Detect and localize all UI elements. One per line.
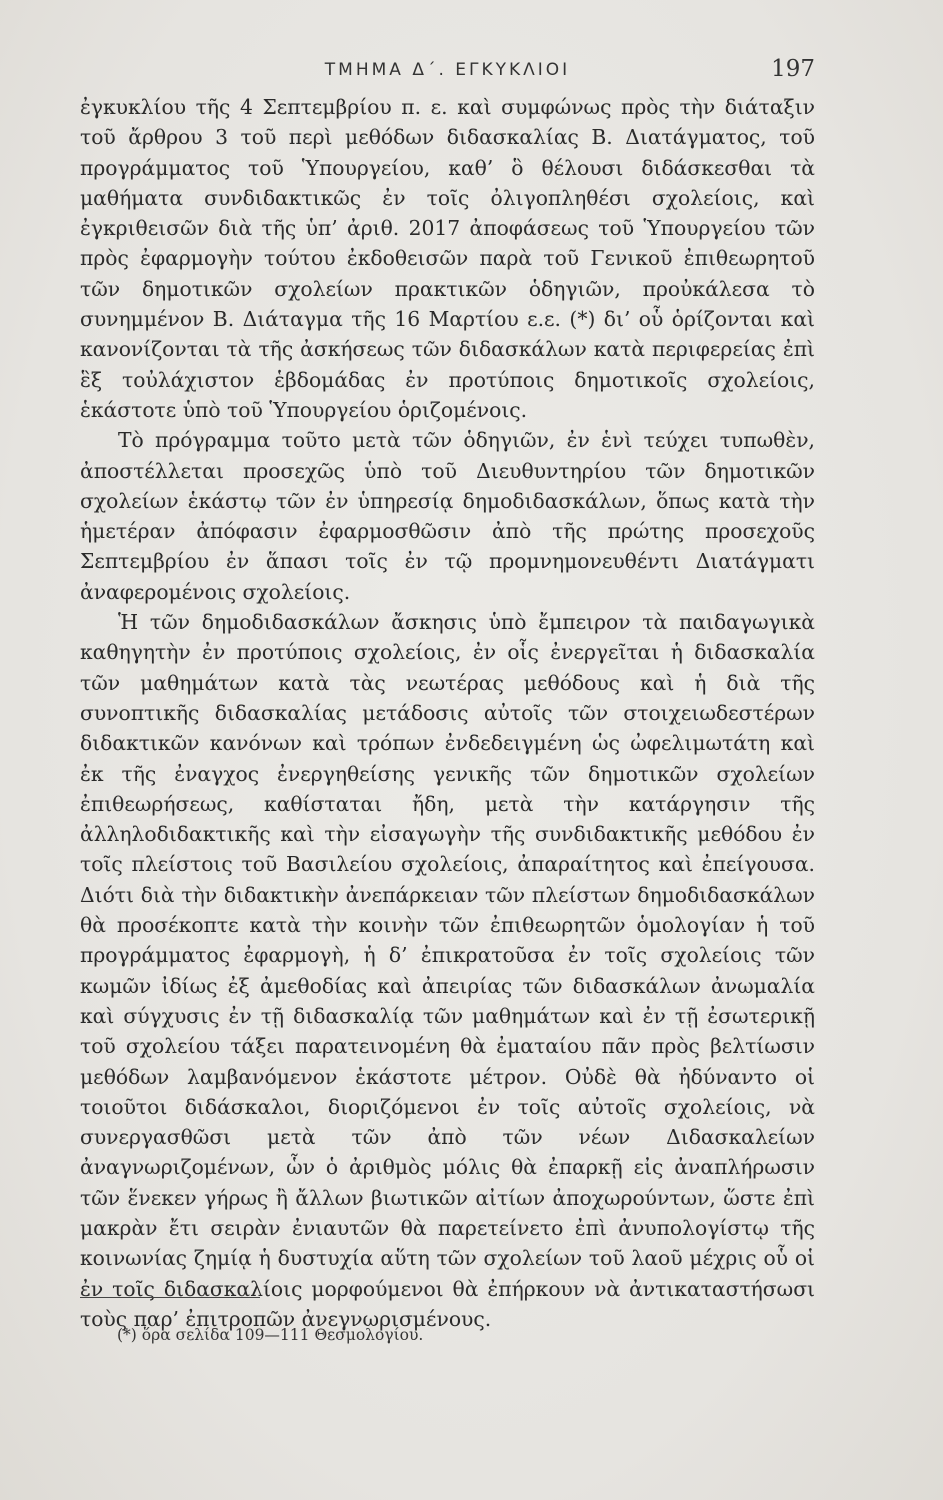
page-number: 197 [771,56,815,82]
paragraph: ἐγκυκλίου τῆς 4 Σεπτεμβρίου π. ε. καὶ συμφώνως πρὸς τὴν διάταξιν τοῦ ἄρθρου 3 τοῦ περὶ μεθόδων διδασκαλίας Β. Διατάγματος, τοῦ προγράμματος τοῦ Ὑπουργείου, καθ’ ὃ θέλουσι διδάσκεσθαι τὰ μαθήματα συνδιδακτικῶς ἐν τοῖς ὀλιγοπληθέσι σχολείοις, καὶ ἐγκριθεισῶν διὰ τῆς ὑπ’ ἀριθ. 2017 ἀποφάσεως τοῦ Ὑπουργείου τῶν πρὸς ἐφαρμογὴν τούτου ἐκδοθεισῶν παρὰ τοῦ Γενικοῦ ἐπιθεωρητοῦ τῶν δημοτικῶν σχολείων πρακτικῶν ὁδηγιῶν, προὐκάλεσα τὸ συνημμένον Β. Διάταγμα τῆς 16 Μαρτίου ε.ε. (*) δι’ οὗ ὁρίζονται καὶ κανονίζονται τὰ τῆς ἀσκήσεως τῶν διδασκάλων κατὰ περιφερείας ἐπὶ ἓξ τοὐλάχιστον ἑβδομάδας ἐν προτύποις δημοτικοῖς σχολείοις, ἑκάστοτε ὑπὸ τοῦ Ὑπουργείου ὁριζομένοις. [80,95,815,422]
footnote: (*) ὅρα σελίδα 109—111 Θεσμολογίου. [117,1326,424,1344]
body-text [80,92,815,1334]
page-header [80,56,815,90]
paragraph: Τὸ πρόγραμμα τοῦτο μετὰ τῶν ὁδηγιῶν, ἐν ἑνὶ τεύχει τυπωθὲν, ἀποστέλλεται προσεχῶς ὑπὸ τοῦ Διευθυντηρίου τῶν δημοτικῶν σχολείων ἑκάστῳ τῶν ἐν ὑπηρεσίᾳ δημοδιδασκάλων, ὅπως κατὰ τὴν ἡμετέραν ἀπόφασιν ἐφαρμοσθῶσιν ἀπὸ τῆς πρώτης προσεχοῦς Σεπτεμβρίου ἐν ἅπασι τοῖς ἐν τῷ προμνημονευθέντι Διατάγματι ἀναφερομένοις σχολείοις. [80,428,815,604]
running-head: ΤΜΗΜΑ Δ΄. ΕΓΚΥΚΛΙΟΙ [324,60,571,80]
footnote-rule [80,1297,260,1298]
paragraph: Ἡ τῶν δημοδιδασκάλων ἄσκησις ὑπὸ ἔμπειρον τὰ παιδαγωγικὰ καθηγητὴν ἐν προτύποις σχολείοις, ἐν οἷς ἐνεργεῖται ἡ διδασκαλία τῶν μαθημάτων κατὰ τὰς νεωτέρας μεθόδους καὶ ἡ διὰ τῆς συνοπτικῆς διδασκαλίας μετάδοσις αὐτοῖς τῶν στοιχειωδεστέρων διδακτικῶν κανόνων καὶ τρόπων ἐνδεδειγμένη ὡς ὠφελιμωτάτη καὶ ἐκ τῆς ἐναγχος ἐνεργηθείσης γενικῆς τῶν δημοτικῶν σχολείων ἐπιθεωρήσεως, καθίσταται ἤδη, μετὰ τὴν κατάργησιν τῆς ἀλληλοδιδακτικῆς καὶ τὴν εἰσαγωγὴν τῆς συνδιδακτικῆς μεθόδου ἐν τοῖς πλείστοις τοῦ Βασιλείου σχολείοις, ἀπαραίτητος καὶ ἐπείγουσα. Διότι διὰ τὴν διδακτικὴν ἀνεπάρκειαν τῶν πλείστων δημοδιδασκάλων θὰ προσέκοπτε κατὰ τὴν κοινὴν τῶν ἐπιθεωρητῶν ὁμολογίαν ἡ τοῦ προγράμματος ἐφαρμογὴ, ἡ δ’ ἐπικρατοῦσα ἐν τοῖς σχολείοις τῶν κωμῶν ἰδίως ἐξ ἀμεθοδίας καὶ ἀπειρίας τῶν διδασκάλων ἀνωμαλία καὶ σύγχυσις ἐν τῇ διδασκαλίᾳ τῶν μαθημάτων καὶ ἐν τῇ ἐσωτερικῇ τοῦ σχολείου τάξει παρατεινομένη θὰ ἐματαίου πᾶν πρὸς βελτίωσιν μεθόδων λαμβανόμενον ἑκάστοτε μέτρον. Οὐδὲ θὰ ἠδύναντο οἱ τοιοῦτοι διδάσκαλοι, διοριζόμενοι ἐν τοῖς αὐτοῖς σχολείοις, νὰ συνεργασθῶσι μετὰ τῶν ἀπὸ τῶν νέων Διδασκαλείων ἀναγνωριζομένων, ὧν ὁ ἀριθμὸς μόλις θὰ ἐπαρκῇ εἰς ἀναπλήρωσιν τῶν ἕνεκεν γήρως ἢ ἄλλων βιωτικῶν αἰτίων ἀποχωρούντων, ὥστε ἐπὶ μακρὰν ἔτι σειρὰν ἐνιαυτῶν θὰ παρετείνετο ἐπὶ ἀνυπολογίστῳ τῆς κοινωνίας ζημίᾳ ἡ δυστυχία αὕτη τῶν σχολείων τοῦ λαοῦ μέχρις οὗ οἱ ἐν τοῖς διδασκαλίοις μορφούμενοι θὰ ἐπήρκουν νὰ ἀντικαταστήσωσι τοὺς παρ’ ἐπιτροπῶν ἀνεγνωρισμένους. [80,610,815,1331]
